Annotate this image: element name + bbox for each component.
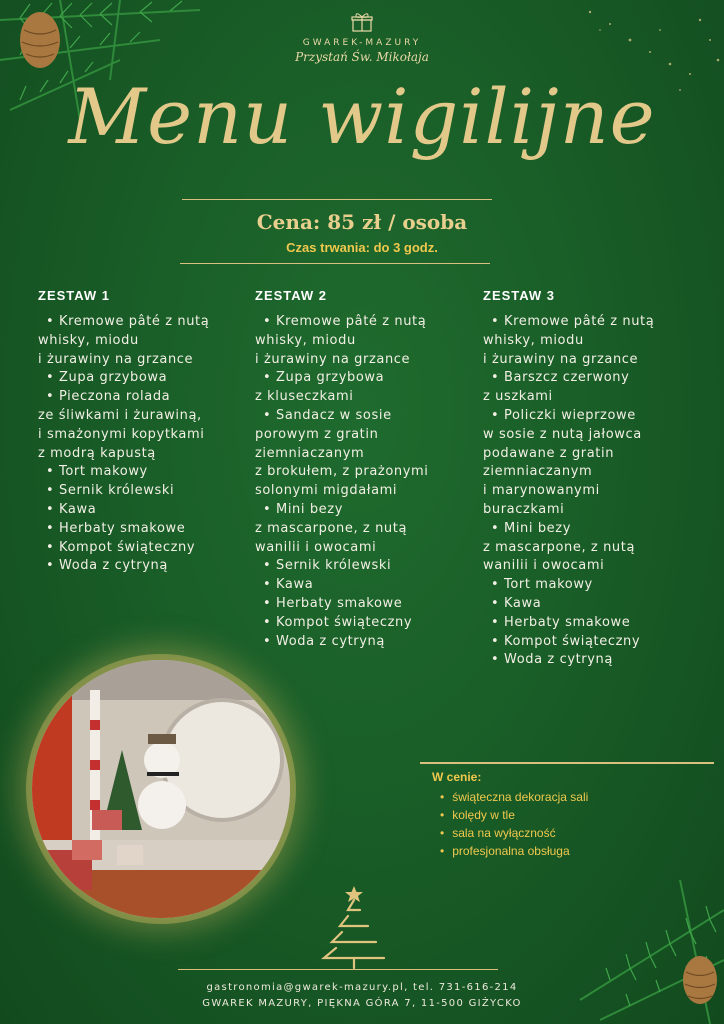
- menu-item: • Woda z cytryną: [38, 557, 258, 576]
- menu-item: • Kompot świąteczny: [38, 539, 258, 558]
- menu-column-title: ZESTAW 1: [38, 288, 111, 303]
- included-item: • sala na wyłączność: [440, 824, 720, 842]
- logo: [0, 12, 724, 64]
- included-divider: [420, 762, 714, 764]
- menu-item: • Policzki wieprzowe w sosie z nutą jałowca podawane z gratin ziemniaczanym i marynowanymi buraczkami: [483, 407, 703, 520]
- christmas-tree-icon: [318, 882, 390, 972]
- menu-item-list: [38, 313, 258, 576]
- logo-subbrand: Przystań Św. Mikołaja: [295, 50, 429, 64]
- menu-item: • Tort makowy: [38, 463, 258, 482]
- menu-item-list: [483, 313, 703, 670]
- price-bottom-divider: [180, 263, 490, 264]
- included-box: [420, 762, 720, 860]
- logo-brand: GWAREK-MAZURY: [302, 38, 422, 48]
- page-title: Menu wigilijne: [68, 72, 656, 161]
- menu-item: • Sernik królewski: [255, 557, 475, 576]
- menu-column-2: [255, 288, 475, 651]
- menu-item: • Kompot świąteczny: [483, 633, 703, 652]
- price-top-divider: [182, 199, 492, 200]
- menu-item: • Mini bezy z mascarpone, z nutą wanilii i owocami: [255, 501, 475, 557]
- menu-column-3: [483, 288, 703, 670]
- menu-item: • Kompot świąteczny: [255, 614, 475, 633]
- venue-photo: [32, 660, 290, 918]
- menu-column-title: ZESTAW 2: [255, 288, 328, 303]
- menu-item: • Herbaty smakowe: [38, 520, 258, 539]
- menu-item: • Sernik królewski: [38, 482, 258, 501]
- menu-column-title: ZESTAW 3: [483, 288, 556, 303]
- menu-column-1: [38, 288, 258, 576]
- included-item: • świąteczna dekoracja sali: [440, 788, 720, 806]
- gift-icon: [0, 12, 724, 36]
- menu-item: • Kremowe pâté z nutą whisky, miodu i żurawiny na grzance: [483, 313, 703, 369]
- included-item: • profesjonalna obsługa: [440, 842, 720, 860]
- menu-item: • Kawa: [483, 595, 703, 614]
- menu-item: • Tort makowy: [483, 576, 703, 595]
- menu-item: • Kawa: [38, 501, 258, 520]
- footer-divider: [178, 969, 498, 970]
- price-label: Cena: 85 zł / osoba: [256, 210, 468, 234]
- menu-item: • Kremowe pâté z nutą whisky, miodu i żurawiny na grzance: [38, 313, 258, 369]
- menu-item: • Kremowe pâté z nutą whisky, miodu i żurawiny na grzance: [255, 313, 475, 369]
- menu-item: • Woda z cytryną: [255, 633, 475, 652]
- menu-item-list: [255, 313, 475, 651]
- footer-address: GWAREK MAZURY, PIĘKNA GÓRA 7, 11-500 GIŻYCKO: [202, 998, 522, 1009]
- included-item: • kolędy w tle: [440, 806, 720, 824]
- included-heading: W cenie:: [432, 770, 482, 784]
- menu-item: • Mini bezy z mascarpone, z nutą wanilii i owocami: [483, 520, 703, 576]
- footer-contact: gastronomia@gwarek-mazury.pl, tel. 731-616-214: [206, 982, 518, 993]
- menu-item: • Barszcz czerwony z uszkami: [483, 369, 703, 407]
- menu-item: • Herbaty smakowe: [255, 595, 475, 614]
- menu-item: • Sandacz w sosie porowym z gratin ziemniaczanym z brokułem, z prażonymi solonymi migdałami: [255, 407, 475, 501]
- menu-item: • Zupa grzybowa z kluseczkami: [255, 369, 475, 407]
- menu-item: • Woda z cytryną: [483, 651, 703, 670]
- included-list: [420, 788, 720, 860]
- menu-item: • Herbaty smakowe: [483, 614, 703, 633]
- footer: [0, 980, 724, 1012]
- menu-item: • Kawa: [255, 576, 475, 595]
- menu-item: • Zupa grzybowa: [38, 369, 258, 388]
- duration-label: Czas trwania: do 3 godz.: [286, 240, 438, 255]
- menu-item: • Pieczona rolada ze śliwkami i żurawiną, i smażonymi kopytkami z modrą kapustą: [38, 388, 258, 463]
